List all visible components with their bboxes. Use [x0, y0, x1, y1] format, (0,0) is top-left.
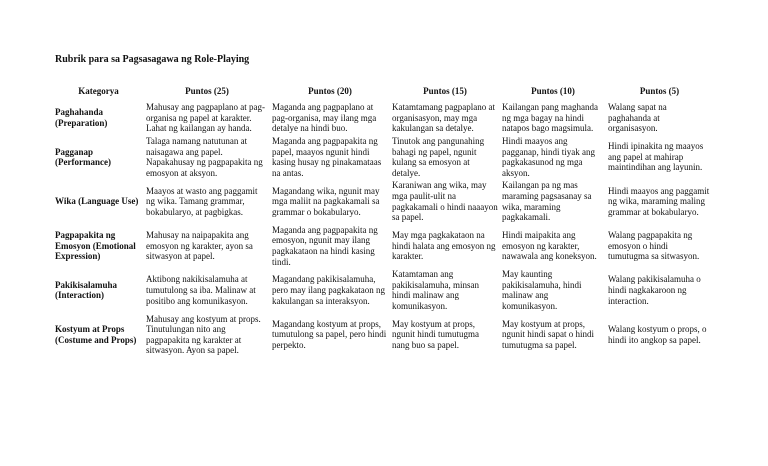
- table-row: [53, 136, 713, 180]
- table-row: [53, 102, 713, 136]
- table-cell: Maganda ang pagpapakita ng emosyon, ngunit may ilang pagkakataon na hindi kasing tindi.: [272, 224, 378, 267]
- table-cell: Walang pakikisalamuha o hindi nagkakaroon ng interaction.: [608, 274, 701, 306]
- header-row: [53, 84, 713, 102]
- category-cell: Pagpapakita ng Emosyon (Emotional Expression): [55, 230, 136, 262]
- table-cell: Maganda ang pagpapakita ng papel, maayos ngunit hindi kasing husay ng pinakamataas na antas.: [272, 136, 382, 178]
- table-cell: May kostyum at props, ngunit hindi sapat o hindi tumutugma sa papel.: [502, 318, 594, 350]
- rubric-table: [53, 84, 713, 358]
- table-cell: May kaunting pakikisalamuha, hindi malinaw ang komunikasyon.: [502, 269, 582, 311]
- table-row: [53, 225, 713, 269]
- table-cell: Maayos at wasto ang paggamit ng wika. Tamang grammar, bokabularyo, at pagbigkas.: [146, 185, 258, 217]
- document-title: Rubrik para sa Pagsasagawa ng Role-Playing: [55, 54, 250, 65]
- table-row: [53, 314, 713, 358]
- header-puntos-25: Puntos (25): [185, 85, 229, 96]
- table-cell: Magandang kostyum at props, tumutulong sa papel, pero hindi perpekto.: [272, 318, 387, 350]
- table-cell: Aktibong nakikisalamuha at tumutulong sa iba. Malinaw at positibo ang komunikasyon.: [146, 274, 256, 306]
- table-cell: Katamtamang pagpaplano at organisasyon, may mga kakulangan sa detalye.: [392, 102, 495, 134]
- table-cell: Talaga namang natutunan at naisagawa ang papel. Napakahusay ng pagpapakita ng emosyon at aksyon.: [146, 136, 263, 178]
- table-cell: Katamtaman ang pakikisalamuha, minsan hindi malinaw ang komunikasyon.: [392, 269, 479, 311]
- table-row: [53, 180, 713, 224]
- table-cell: Hindi ipinakita ng maayos ang papel at mahirap maintindihan ang layunin.: [608, 141, 704, 173]
- table-cell: Walang kostyum o props, o hindi ito angkop sa papel.: [608, 324, 707, 345]
- header-puntos-5: Puntos (5): [639, 85, 680, 96]
- header-puntos-15: Puntos (15): [423, 85, 467, 96]
- category-cell: Pagganap (Performance): [55, 146, 111, 168]
- header-kategorya: Kategorya: [78, 85, 119, 96]
- table-cell: Kailangan pa ng mas maraming pagsasanay sa wika, maraming pagkakamali.: [502, 180, 592, 223]
- table-cell: Hindi maayos ang pagganap, hindi tiyak ang pagkakasunod ng mga aksyon.: [502, 136, 595, 178]
- table-cell: Hindi maipakita ang emosyon ng karakter, nawawala ang koneksyon.: [502, 230, 597, 262]
- table-cell: Magandang pakikisalamuha, pero may ilang pagkakataon ng kakulangan sa interaksyon.: [272, 274, 385, 306]
- table-cell: Karaniwan ang wika, may mga paulit-ulit na pagkakamali o hindi naaayon sa papel.: [392, 180, 498, 223]
- table-cell: Kailangan pang maghanda ng mga bagay na hindi natapos bago magsimula.: [502, 102, 598, 134]
- table-cell: Mahusay ang pagpaplano at pag-organisa ng papel at karakter. Lahat ng kailangan ay handa.: [146, 102, 265, 134]
- table-cell: Tinutok ang pangunahing bahagi ng papel, ngunit kulang sa emosyon at detalye.: [392, 136, 485, 178]
- table-cell: Mahusay ang kostyum at props. Tinutulungan nito ang pagpapakita ng karakter at sitwasyon. Ayon sa papel.: [146, 313, 261, 356]
- table-cell: Walang sapat na paghahanda at organisasyon.: [608, 102, 667, 134]
- table-cell: Walang pagpapakita ng emosyon o hindi tumutugma sa sitwasyon.: [608, 230, 700, 262]
- table-cell: Hindi maayos ang paggamit ng wika, maraming maling grammar at bokabularyo.: [608, 185, 710, 217]
- header-puntos-10: Puntos (10): [531, 85, 575, 96]
- table-cell: May kostyum at props, ngunit hindi tumutugma nang buo sa papel.: [392, 318, 479, 350]
- table-cell: Magandang wika, ngunit may mga maliit na pagkakamali sa grammar o bokabularyo.: [272, 185, 380, 217]
- category-cell: Wika (Language Use): [55, 196, 139, 207]
- header-puntos-20: Puntos (20): [308, 85, 352, 96]
- category-cell: Kostyum at Props (Costume and Props): [55, 324, 137, 345]
- table-row: [53, 269, 713, 313]
- category-cell: Paghahanda (Preparation): [55, 107, 108, 128]
- table-cell: Maganda ang pagpaplano at pag-organisa, may ilang mga detalye na hindi buo.: [272, 102, 377, 134]
- table-cell: May mga pagkakataon na hindi halata ang emosyon ng karakter.: [392, 230, 496, 262]
- category-cell: Pakikisalamuha (Interaction): [55, 279, 118, 301]
- table-cell: Mahusay na naipapakita ang emosyon ng karakter, ayon sa sitwasyon at papel.: [146, 230, 253, 262]
